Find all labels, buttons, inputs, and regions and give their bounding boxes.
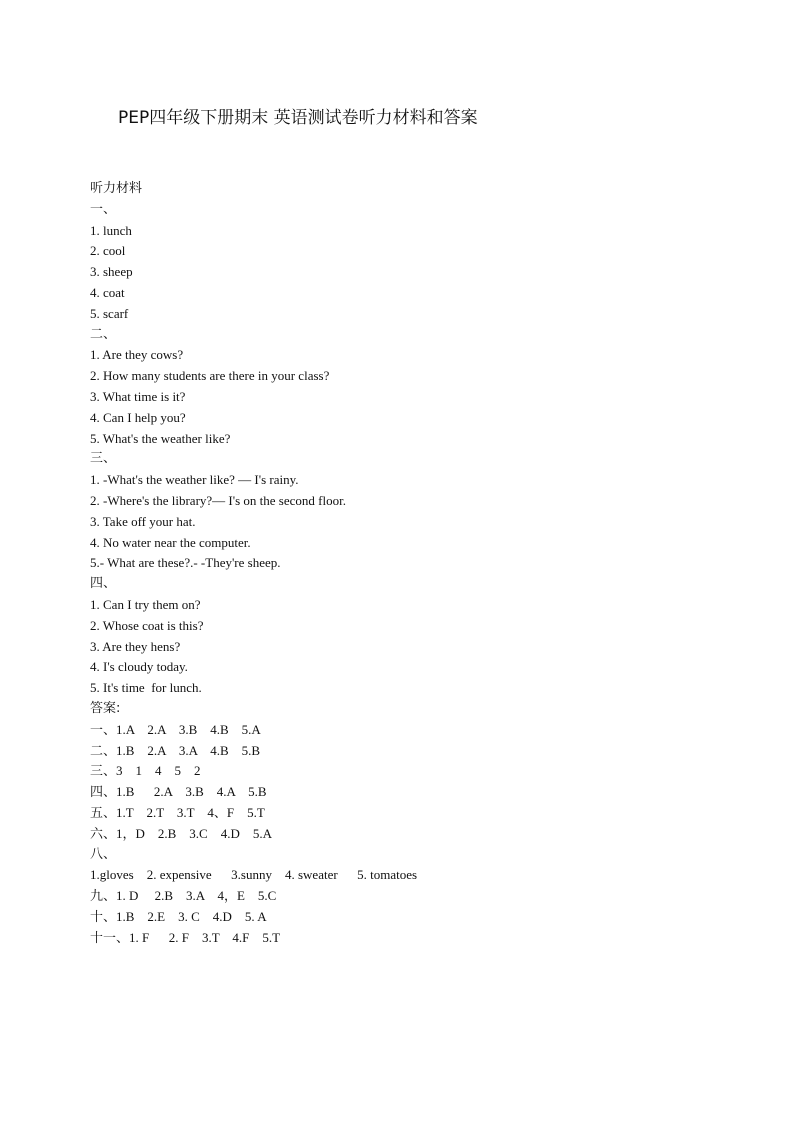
document-title: PEP四年级下册期末 英语测试卷听力材料和答案 xyxy=(118,108,478,128)
text-line: 3. sheep xyxy=(90,264,133,280)
text-line: 5.- What are these?.- -They're sheep. xyxy=(90,555,281,571)
text-line: 4. coat xyxy=(90,284,125,300)
text-line: 3. What time is it? xyxy=(90,388,186,404)
text-line: 1. -What's the weather like? — I's rainy. xyxy=(90,472,299,488)
text-line: 3. Are they hens? xyxy=(90,638,181,654)
text-line: 3. Take off your hat. xyxy=(90,513,196,529)
text-line: 5. It's time for lunch. xyxy=(90,680,202,696)
answer-line: 1.gloves 2. expensive 3.sunny 4. sweater 5. tomatoes xyxy=(90,867,418,883)
answer-line: 四、1.B 2.A 3.B 4.A 5.B xyxy=(90,784,267,800)
text-line: 5. scarf xyxy=(90,305,129,321)
text-line: 1. Are they cows? xyxy=(90,347,184,363)
section-heading-1: 一、 xyxy=(90,201,117,217)
answers-heading: 答案: xyxy=(90,700,121,716)
text-line: 4. Can I help you? xyxy=(90,409,186,425)
text-line: 2. How many students are there in your class? xyxy=(90,368,330,384)
answer-line: 十、1.B 2.E 3. C 4.D 5. A xyxy=(90,908,267,924)
answer-line: 九、1. D 2.B 3.A 4，E 5.C xyxy=(90,888,277,904)
text-line: 2. cool xyxy=(90,243,126,259)
text-line: 4. No water near the computer. xyxy=(90,534,251,550)
text-line: 2. Whose coat is this? xyxy=(90,617,204,633)
text-line: 2. -Where's the library?— I's on the second floor. xyxy=(90,492,346,508)
answer-line: 五、1.T 2.T 3.T 4、F 5.T xyxy=(90,804,265,820)
answer-line: 一、1.A 2.A 3.B 4.B 5.A xyxy=(90,721,261,737)
answer-section-heading-8: 八、 xyxy=(90,846,117,862)
text-line: 4. I's cloudy today. xyxy=(90,659,188,675)
section-heading-3: 三、 xyxy=(90,451,117,467)
document-body xyxy=(90,179,740,948)
answer-line: 十一、1. F 2. F 3.T 4.F 5.T xyxy=(90,929,281,945)
text-line: 5. What's the weather like? xyxy=(90,430,231,446)
answer-line: 三、3 1 4 5 2 xyxy=(90,763,201,779)
section-heading-2: 二、 xyxy=(90,326,117,342)
answer-line: 六、1，D 2.B 3.C 4.D 5.A xyxy=(90,825,273,841)
text-line: 1. Can I try them on? xyxy=(90,596,201,612)
text-line: 1. lunch xyxy=(90,222,132,238)
section-heading-listening-material: 听力材料 xyxy=(90,181,143,196)
answer-line: 二、1.B 2.A 3.A 4.B 5.B xyxy=(90,742,261,758)
section-heading-4: 四、 xyxy=(90,576,117,592)
